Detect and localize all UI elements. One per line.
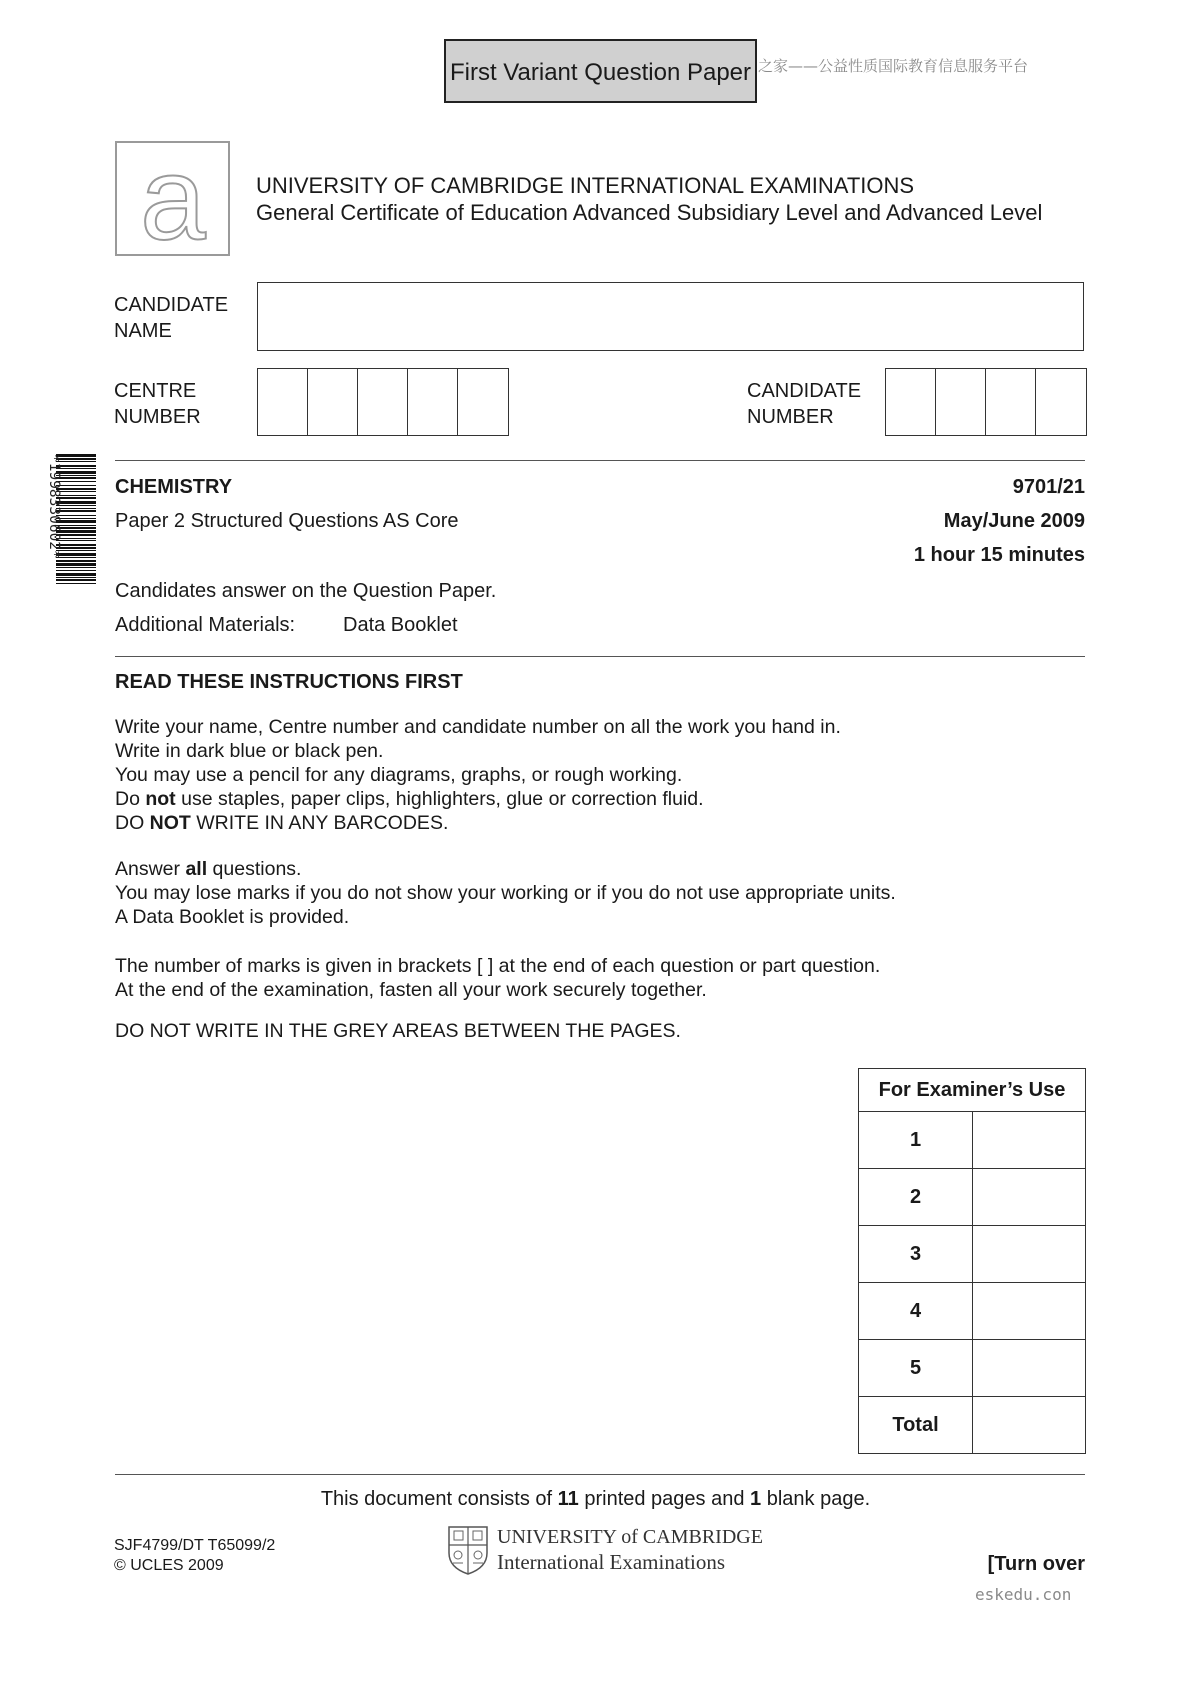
cambridge-wordmark-line1: UNIVERSITY of CAMBRIDGE: [497, 1526, 763, 1548]
barcode-bar: [56, 570, 96, 571]
watermark-bottom: eskedu.con: [975, 1585, 1072, 1604]
centre-digit-box[interactable]: [408, 369, 458, 435]
barcode-bar: [56, 485, 96, 486]
barcode-text: *1998330602*: [46, 454, 62, 559]
mark-cell[interactable]: [973, 1340, 1086, 1397]
barcode-bar: [56, 518, 96, 519]
logo-letter: a: [140, 133, 206, 265]
total-label: Total: [859, 1397, 973, 1454]
instruction-line: At the end of the examination, fasten all your work securely together.: [115, 979, 707, 1001]
barcode-bar: [56, 454, 96, 457]
question-number: 5: [859, 1340, 973, 1397]
barcode: [40, 452, 100, 687]
barcode-bar: [56, 583, 96, 584]
candidate-digit-box[interactable]: [1036, 369, 1086, 435]
instruction-line: Answer all questions.: [115, 858, 302, 880]
cambridge-crest-icon: [447, 1525, 489, 1580]
barcode-bar: [56, 557, 96, 558]
mark-cell[interactable]: [973, 1169, 1086, 1226]
barcode-bar: [56, 495, 96, 496]
barcode-bar: [56, 567, 96, 568]
materials-label: Additional Materials:: [115, 614, 296, 636]
barcode-bar: [56, 560, 96, 562]
table-row: [859, 1226, 1086, 1283]
barcode-bar: [56, 577, 96, 578]
footer-codes: [114, 1536, 275, 1576]
document-code: SJF4799/DT T65099/2: [114, 1537, 276, 1554]
mark-cell[interactable]: [973, 1283, 1086, 1340]
question-number: 2: [859, 1169, 973, 1226]
candidate-digit-box[interactable]: [936, 369, 986, 435]
barcode-bar: [56, 563, 96, 566]
barcode-bar: [56, 475, 96, 476]
instruction-line: A Data Booklet is provided.: [115, 906, 350, 928]
barcode-bar: [56, 488, 96, 490]
instruction-line: Do not use staples, paper clips, highlighters, glue or correction fluid.: [115, 788, 704, 810]
barcode-bar: [56, 497, 96, 499]
watermark-top: 之家——公益性质国际教育信息服务平台: [758, 57, 1029, 75]
barcode-bar: [56, 525, 96, 526]
table-row: [859, 1112, 1086, 1169]
paper-title: Paper 2 Structured Questions AS Core: [115, 510, 459, 532]
paper-code: 9701/21: [1012, 476, 1085, 498]
instructions-heading: READ THESE INSTRUCTIONS FIRST: [115, 671, 463, 693]
table-row: [859, 1340, 1086, 1397]
barcode-bar: [56, 573, 96, 576]
barcode-bar: [56, 538, 96, 539]
page-count-note: This document consists of 11 printed pages and 1 blank page.: [320, 1488, 871, 1510]
exam-board-title: UNIVERSITY OF CAMBRIDGE INTERNATIONAL EXAMINATIONS: [256, 173, 915, 198]
barcode-bar: [56, 510, 96, 512]
centre-digit-box[interactable]: [308, 369, 358, 435]
examiner-table-heading: For Examiner’s Use: [859, 1069, 1086, 1112]
candidate-digit-box[interactable]: [986, 369, 1036, 435]
instruction-line: DO NOT WRITE IN THE GREY AREAS BETWEEN THE PAGES.: [115, 1020, 681, 1042]
answer-note: Candidates answer on the Question Paper.: [115, 580, 497, 602]
barcode-bar: [56, 515, 96, 516]
examiner-use-table: [858, 1068, 1086, 1454]
barcode-bar: [56, 520, 96, 523]
barcode-bar: [56, 544, 96, 546]
divider: [115, 460, 1085, 461]
centre-number-field[interactable]: [257, 368, 509, 436]
barcode-bar: [56, 553, 96, 556]
turn-over: [Turn over: [987, 1553, 1085, 1575]
cambridge-wordmark-line2: International Examinations: [497, 1550, 726, 1574]
variant-label: First Variant Question Paper: [444, 39, 757, 103]
barcode-bar: [56, 547, 96, 549]
centre-digit-box[interactable]: [258, 369, 308, 435]
candidate-number-label: CANDIDATE NUMBER: [747, 380, 862, 428]
barcode-bar: [56, 540, 96, 541]
question-number: 1: [859, 1112, 973, 1169]
barcode-bar: [56, 501, 96, 504]
barcode-bar: [56, 458, 96, 460]
barcode-bar: [56, 508, 96, 509]
instruction-line: You may lose marks if you do not show your working or if you do not use appropriate units.: [115, 882, 896, 904]
barcode-bar: [56, 477, 96, 479]
instruction-line: The number of marks is given in brackets [ ] at the end of each question or part question.: [115, 955, 881, 977]
instructions-block-2: [115, 857, 896, 929]
table-row: [859, 1169, 1086, 1226]
barcode-bar: [56, 471, 96, 474]
instruction-line: Write your name, Centre number and candidate number on all the work you hand in.: [115, 716, 841, 738]
centre-number-label: CENTRE NUMBER: [114, 380, 201, 428]
exam-board-subtitle: General Certificate of Education Advanced Subsidiary Level and Advanced Level: [256, 200, 1043, 225]
subject: CHEMISTRY: [115, 476, 233, 498]
question-number: 4: [859, 1283, 973, 1340]
barcode-bar: [56, 505, 96, 506]
session: May/June 2009: [943, 510, 1085, 532]
question-number: 3: [859, 1226, 973, 1283]
materials-value: Data Booklet: [343, 614, 458, 636]
instruction-line: You may use a pencil for any diagrams, graphs, or rough working.: [115, 764, 683, 786]
centre-digit-box[interactable]: [358, 369, 408, 435]
barcode-bar: [56, 468, 96, 469]
barcode-bar: [56, 550, 96, 551]
table-row: [859, 1397, 1086, 1454]
barcode-bar: [56, 461, 96, 462]
table-row: [859, 1283, 1086, 1340]
barcode-bar: [56, 579, 96, 581]
divider: [115, 656, 1085, 657]
instruction-line: DO NOT WRITE IN ANY BARCODES.: [115, 812, 449, 834]
barcode-bar: [56, 465, 96, 467]
centre-digit-box[interactable]: [458, 369, 508, 435]
mark-cell[interactable]: [973, 1112, 1086, 1169]
barcode-bar: [56, 527, 96, 529]
copyright: © UCLES 2009: [114, 1557, 224, 1574]
instructions-block-1: [115, 715, 841, 835]
barcode-bar: [56, 534, 96, 536]
cie-a-logo: [115, 133, 230, 265]
candidate-name-field[interactable]: [257, 282, 1084, 351]
instruction-line: Write in dark blue or black pen.: [115, 740, 384, 762]
candidate-name-label: CANDIDATE NAME: [114, 294, 229, 342]
instructions-block-3: [115, 954, 880, 1002]
divider: [115, 1474, 1085, 1475]
candidate-number-field[interactable]: [885, 368, 1087, 436]
duration: 1 hour 15 minutes: [913, 544, 1085, 566]
barcode-bar: [56, 481, 96, 482]
total-cell[interactable]: [973, 1397, 1086, 1454]
candidate-digit-box[interactable]: [886, 369, 936, 435]
mark-cell[interactable]: [973, 1226, 1086, 1283]
barcode-bar: [56, 530, 96, 533]
barcode-bar: [56, 491, 96, 492]
